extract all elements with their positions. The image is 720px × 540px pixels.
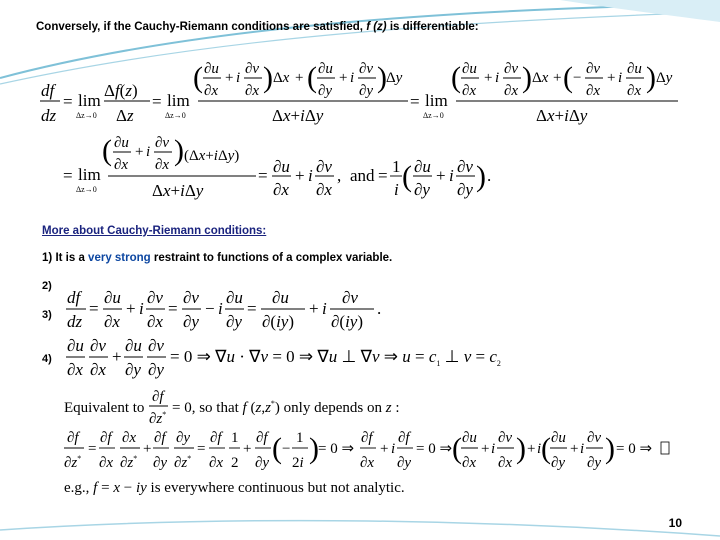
svg-text:.: .	[377, 299, 382, 318]
svg-text:∂x: ∂x	[114, 157, 129, 173]
svg-text:∂z*: ∂z*	[174, 454, 192, 471]
svg-text:Δz→0: Δz→0	[165, 111, 186, 120]
svg-text:+: +	[295, 70, 304, 86]
svg-text:∂y: ∂y	[551, 455, 566, 471]
svg-text:2: 2	[231, 455, 239, 471]
svg-text:∂u: ∂u	[414, 157, 431, 176]
svg-text:∂v: ∂v	[148, 336, 164, 355]
svg-text:∂f: ∂f	[398, 430, 410, 446]
svg-text:+: +	[436, 166, 446, 185]
svg-text:i: i	[537, 441, 542, 457]
svg-text:(: (	[541, 432, 551, 465]
svg-text:∂x: ∂x	[360, 455, 375, 471]
svg-text:∂y: ∂y	[318, 83, 333, 99]
svg-text:∂y: ∂y	[255, 455, 270, 471]
svg-text:lim: lim	[78, 165, 101, 184]
svg-text:and: and	[350, 166, 375, 185]
svg-text:∂u: ∂u	[104, 288, 121, 307]
svg-text:∂f: ∂f	[100, 430, 112, 446]
svg-text:Δx+iΔy: Δx+iΔy	[152, 181, 204, 200]
svg-text:=: =	[88, 441, 97, 457]
svg-text:.: .	[487, 166, 492, 185]
svg-text:∂u: ∂u	[273, 157, 290, 176]
point-1-text-a: It is a	[55, 252, 89, 264]
svg-text:+: +	[126, 299, 136, 318]
svg-text:Equivalent to: Equivalent to	[64, 400, 145, 416]
svg-text:dz: dz	[67, 312, 83, 331]
svg-text:lim: lim	[167, 91, 190, 110]
svg-text:i: i	[218, 299, 223, 318]
svg-text:Δz: Δz	[116, 106, 134, 125]
svg-text:df: df	[67, 288, 81, 307]
svg-text:=: =	[168, 299, 178, 318]
svg-text:∂y: ∂y	[359, 83, 374, 99]
svg-text:= 0, so that f (z,z*) only de: = 0, so that f (z,z*) only depends on z :	[172, 399, 400, 416]
point-1-text-b: restraint to functions of a complex variable.	[150, 252, 393, 264]
svg-text:∂u: ∂u	[462, 430, 477, 446]
svg-text:−: −	[573, 70, 582, 86]
svg-text:∂u: ∂u	[627, 61, 642, 77]
svg-text:∂x: ∂x	[316, 180, 332, 199]
equation-equivalent-condition	[64, 389, 400, 427]
svg-text:∂y: ∂y	[226, 312, 242, 331]
svg-text:,: ,	[337, 166, 342, 185]
svg-text:∂v: ∂v	[359, 61, 374, 77]
svg-text:∂y: ∂y	[457, 180, 473, 199]
point-1-highlight: very strong	[88, 252, 151, 264]
svg-text:∂z*: ∂z*	[64, 454, 82, 471]
svg-text:∂v: ∂v	[457, 157, 473, 176]
svg-text:1: 1	[231, 430, 239, 446]
svg-text:∂x: ∂x	[462, 83, 477, 99]
svg-text:(: (	[402, 160, 412, 193]
svg-text:∂x: ∂x	[586, 83, 601, 99]
svg-text:= 0 ⇒: = 0 ⇒	[318, 441, 355, 457]
svg-text:∂u: ∂u	[204, 61, 219, 77]
svg-text:df: df	[41, 81, 55, 100]
svg-text:+: +	[607, 70, 616, 86]
svg-text:Δy: Δy	[386, 70, 403, 86]
svg-text:∂u: ∂u	[226, 288, 243, 307]
point-2-label: 2)	[42, 280, 52, 292]
svg-text:∂x: ∂x	[147, 312, 163, 331]
svg-text:=: =	[63, 92, 73, 111]
svg-text:∂x: ∂x	[209, 455, 224, 471]
svg-text:1: 1	[296, 430, 304, 446]
svg-text:i: i	[394, 180, 399, 199]
svg-text:∂v: ∂v	[498, 430, 513, 446]
svg-text:=: =	[258, 166, 268, 185]
svg-text:): )	[263, 61, 273, 94]
svg-text:+: +	[339, 70, 348, 86]
svg-text:∂f: ∂f	[67, 430, 79, 446]
svg-text:i: i	[491, 441, 496, 457]
svg-text:∂v: ∂v	[245, 61, 260, 77]
svg-text:∂x: ∂x	[90, 360, 106, 379]
svg-text:1: 1	[392, 157, 401, 176]
svg-text:∂v: ∂v	[316, 157, 332, 176]
title-function: f (z)	[366, 21, 387, 33]
svg-text:+: +	[309, 299, 319, 318]
svg-text:∂u: ∂u	[67, 336, 84, 355]
svg-text:∂x: ∂x	[104, 312, 120, 331]
svg-text:∂y: ∂y	[176, 430, 191, 446]
svg-text:i: i	[322, 299, 327, 318]
svg-text:+: +	[135, 144, 144, 160]
svg-text:+: +	[481, 441, 490, 457]
svg-text:i: i	[580, 441, 585, 457]
point-1-number: 1)	[42, 252, 53, 264]
svg-text:=: =	[197, 441, 206, 457]
svg-text:(: (	[193, 61, 203, 94]
svg-text:∂x: ∂x	[204, 83, 219, 99]
svg-text:∂u: ∂u	[462, 61, 477, 77]
point-1	[42, 252, 392, 264]
svg-text:Δx: Δx	[532, 70, 549, 86]
svg-text:∂f: ∂f	[256, 430, 268, 446]
svg-text:Δx+iΔy: Δx+iΔy	[536, 106, 588, 125]
svg-text:∂f: ∂f	[154, 430, 166, 446]
svg-text:= 0 ⇒: = 0 ⇒	[416, 441, 453, 457]
svg-text:∂f: ∂f	[210, 430, 222, 446]
svg-text:(: (	[307, 61, 317, 94]
svg-text:i: i	[495, 70, 500, 86]
svg-text:∂v: ∂v	[155, 135, 170, 151]
svg-text:i: i	[139, 299, 144, 318]
svg-text:(: (	[272, 432, 282, 465]
svg-text:2i: 2i	[292, 455, 304, 471]
svg-text:∂u: ∂u	[114, 135, 129, 151]
svg-text:=: =	[89, 299, 99, 318]
svg-text:Δx+iΔy: Δx+iΔy	[272, 106, 324, 125]
title-text-prefix: Conversely, if the Cauchy-Riemann conditions are satisfied,	[36, 21, 367, 33]
svg-text:): )	[377, 61, 387, 94]
svg-text:(: (	[452, 432, 462, 465]
svg-text:+: +	[225, 70, 234, 86]
svg-text:∂u: ∂u	[272, 288, 289, 307]
svg-text:Δz→0: Δz→0	[76, 111, 97, 120]
svg-text:∂x: ∂x	[504, 83, 519, 99]
more-about-link[interactable]: More about Cauchy-Riemann conditions:	[42, 225, 267, 237]
title-text-suffix: is differentiable:	[386, 21, 479, 33]
svg-text:Δz→0: Δz→0	[76, 185, 97, 194]
svg-text:−: −	[205, 299, 215, 318]
equation-derivative-result	[63, 134, 491, 200]
svg-text:+: +	[553, 70, 562, 86]
svg-text:e.g., f = x − iy is everywher: e.g., f = x − iy is everywhere continuous but not analytic.	[64, 480, 405, 496]
svg-text:∂y: ∂y	[153, 455, 168, 471]
equation-forms-of-derivative	[66, 288, 381, 331]
svg-text:i: i	[391, 441, 396, 457]
page-number: 10	[668, 516, 682, 530]
svg-text:∂x: ∂x	[122, 430, 137, 446]
svg-text:∂(iy): ∂(iy)	[262, 312, 295, 331]
svg-text:∂y: ∂y	[587, 455, 602, 471]
svg-text:+: +	[527, 441, 536, 457]
svg-text:lim: lim	[78, 91, 101, 110]
svg-text:i: i	[618, 70, 623, 86]
svg-text:∂x: ∂x	[498, 455, 513, 471]
svg-text:∂z*: ∂z*	[120, 454, 138, 471]
svg-text:−: −	[282, 441, 291, 457]
svg-text:∂v: ∂v	[90, 336, 106, 355]
point-3-label: 3)	[42, 309, 52, 321]
svg-text:=: =	[152, 92, 162, 111]
svg-text:+: +	[570, 441, 579, 457]
svg-text:): )	[309, 432, 319, 465]
equation-example	[64, 480, 405, 496]
svg-text:(: (	[563, 61, 573, 94]
svg-text:∂v: ∂v	[147, 288, 163, 307]
svg-text:∂x: ∂x	[245, 83, 260, 99]
svg-text:∂x: ∂x	[273, 180, 289, 199]
svg-text:= 0 ⇒: = 0 ⇒	[616, 441, 653, 457]
svg-text:∂z*: ∂z*	[149, 410, 167, 427]
svg-text:∂u: ∂u	[318, 61, 333, 77]
svg-text:(: (	[102, 134, 112, 167]
svg-text:∂y: ∂y	[183, 312, 199, 331]
svg-text:+: +	[295, 166, 305, 185]
svg-text:=: =	[378, 166, 388, 185]
svg-text:∂v: ∂v	[586, 61, 601, 77]
svg-text:dz: dz	[41, 106, 57, 125]
svg-text:i: i	[146, 144, 151, 160]
svg-text:∂f: ∂f	[152, 389, 164, 405]
svg-text:∂x: ∂x	[155, 157, 170, 173]
svg-text:∂u: ∂u	[551, 430, 566, 446]
svg-text:): )	[476, 160, 486, 193]
svg-text:): )	[522, 61, 532, 94]
svg-text:∂y: ∂y	[397, 455, 412, 471]
svg-text:+: +	[143, 441, 152, 457]
point-4-label: 4)	[42, 353, 52, 365]
svg-text:i: i	[308, 166, 313, 185]
equation-orthogonality	[66, 336, 501, 379]
equation-wirtinger-derivation	[64, 430, 669, 471]
svg-text:): )	[605, 432, 615, 465]
svg-text:=: =	[63, 166, 73, 185]
svg-text:∂x: ∂x	[627, 83, 642, 99]
svg-text:∂(iy): ∂(iy)	[331, 312, 364, 331]
svg-text:): )	[516, 432, 526, 465]
svg-text:= 0 ⇒ ∇u · ∇v = 0 ⇒ ∇u ⊥ ∇v ⇒: = 0 ⇒ ∇u · ∇v = 0 ⇒ ∇u ⊥ ∇v ⇒ $u = c_1$ ⊥ $v = c_2$	[170, 347, 501, 368]
svg-text:+: +	[380, 441, 389, 457]
svg-text:Δz→0: Δz→0	[423, 111, 444, 120]
svg-text:∂u: ∂u	[125, 336, 142, 355]
svg-text:lim: lim	[425, 91, 448, 110]
svg-text:+: +	[484, 70, 493, 86]
svg-text:Δx: Δx	[273, 70, 290, 86]
svg-text:Δf(z): Δf(z)	[104, 81, 138, 100]
svg-text:∂x: ∂x	[462, 455, 477, 471]
svg-text:∂v: ∂v	[342, 288, 358, 307]
equation-derivative-limit	[40, 61, 678, 125]
svg-text:(: (	[451, 61, 461, 94]
svg-text:∂y: ∂y	[148, 360, 164, 379]
svg-text:∂x: ∂x	[99, 455, 114, 471]
svg-text:∂f: ∂f	[361, 430, 373, 446]
svg-text:+: +	[243, 441, 252, 457]
svg-text:∂x: ∂x	[67, 360, 83, 379]
svg-text:i: i	[449, 166, 454, 185]
svg-text:i: i	[350, 70, 355, 86]
svg-text:(Δx+iΔy): (Δx+iΔy)	[184, 148, 240, 164]
svg-text:∂v: ∂v	[504, 61, 519, 77]
svg-text:∂v: ∂v	[587, 430, 602, 446]
svg-text:+: +	[112, 347, 122, 366]
svg-text:∂y: ∂y	[125, 360, 141, 379]
svg-text:): )	[174, 134, 184, 167]
svg-text:Δy: Δy	[656, 70, 673, 86]
svg-text:∂v: ∂v	[183, 288, 199, 307]
svg-text:∂y: ∂y	[414, 180, 430, 199]
svg-text:): )	[646, 61, 656, 94]
svg-text:=: =	[247, 299, 257, 318]
svg-text:i: i	[236, 70, 241, 86]
svg-text:=: =	[410, 92, 420, 111]
